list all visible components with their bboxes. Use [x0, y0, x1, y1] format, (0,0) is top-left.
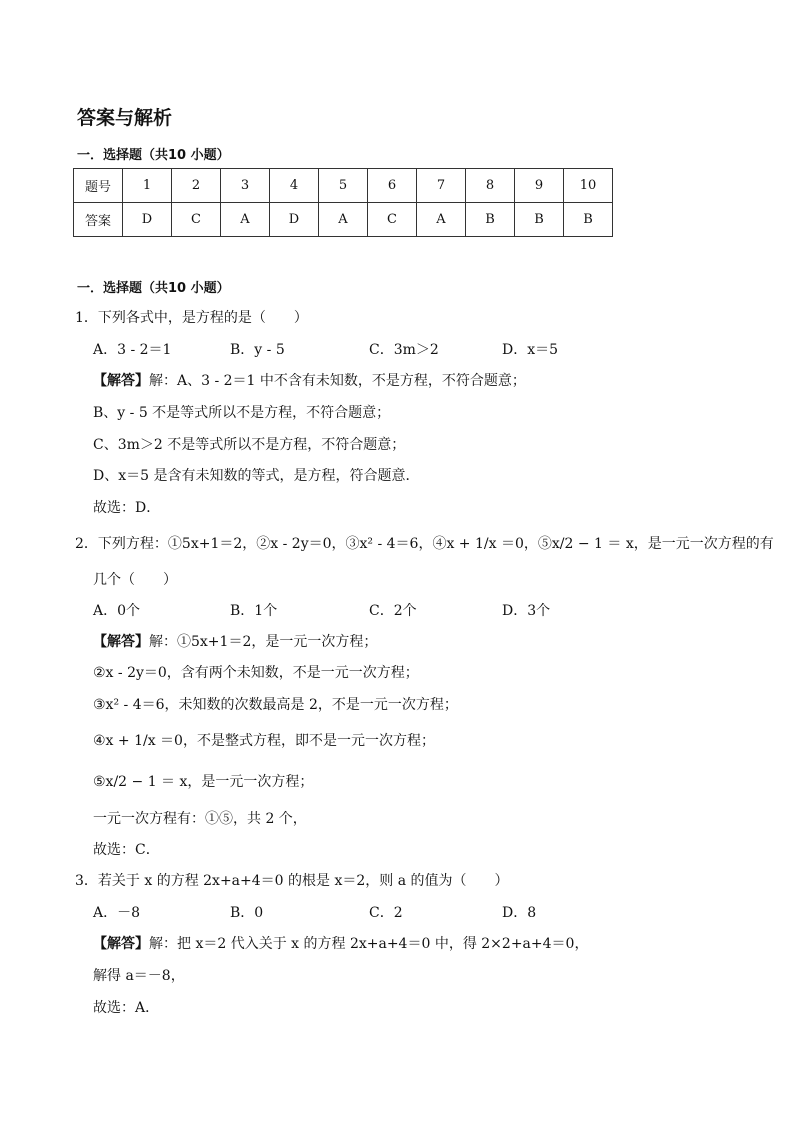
page-title: 答案与解析 — [77, 107, 173, 129]
row-label: 答案 — [74, 203, 123, 237]
table-cell: 3 — [221, 169, 270, 203]
q3-option-b: B．0 — [230, 905, 264, 921]
table-cell: B — [564, 203, 613, 237]
q2-option-a: A．0个 — [93, 603, 141, 619]
table-cell: D — [123, 203, 172, 237]
q1-solution-line-5: 故选：D． — [93, 500, 161, 516]
section-heading: 一．选择题（共10 小题） — [77, 148, 230, 163]
table-row-numbers — [74, 169, 613, 203]
q2-solution-line-3: ③x² - 4＝6，未知数的次数最高是 2，不是一元一次方程； — [93, 697, 458, 713]
answer-table — [73, 168, 613, 237]
table-cell: 9 — [515, 169, 564, 203]
table-cell: 8 — [466, 169, 515, 203]
q1-solution-line-2: B、y - 5 不是等式所以不是方程，不符合题意； — [93, 405, 391, 421]
q2-option-b: B．1个 — [230, 603, 278, 619]
q1-solution-line-4: D、x＝5 是含有未知数的等式，是方程，符合题意． — [93, 468, 420, 484]
q2-solution-line-4: ④x + 1/x ＝0，不是整式方程，即不是一元一次方程； — [93, 733, 435, 749]
q2-option-d: D．3个 — [502, 603, 551, 619]
table-cell: A — [417, 203, 466, 237]
question-2-stem: 2．下列方程：①5x+1＝2，②x - 2y＝0，③x² - 4＝6，④x + 1/x ＝0，⑤x/2 − 1 ＝ x，是一元一次方程的有 — [75, 536, 774, 552]
q2-solution-line-5: ⑤x/2 − 1 ＝ x，是一元一次方程； — [93, 774, 314, 790]
q3-option-d: D．8 — [502, 905, 537, 921]
q1-option-d: D．x＝5 — [502, 342, 559, 358]
q3-option-a: A．－8 — [93, 905, 141, 921]
q2-option-c: C．2个 — [369, 603, 417, 619]
table-cell: B — [466, 203, 515, 237]
table-cell: 10 — [564, 169, 613, 203]
table-cell: B — [515, 203, 564, 237]
table-cell: A — [319, 203, 368, 237]
table-cell: 1 — [123, 169, 172, 203]
table-row-answers — [74, 203, 613, 237]
row-label: 题号 — [74, 169, 123, 203]
q2-solution-line-1: 【解答】解：①5x+1＝2，是一元一次方程； — [93, 634, 378, 650]
answer-tag: 【解答】 — [93, 936, 149, 952]
q3-solution-line-1: 【解答】解：把 x＝2 代入关于 x 的方程 2x+a+4＝0 中，得 2×2+a+4＝0， — [93, 936, 589, 952]
table-cell: A — [221, 203, 270, 237]
table-cell: 5 — [319, 169, 368, 203]
question-3-stem: 3．若关于 x 的方程 2x+a+4＝0 的根是 x＝2，则 a 的值为（ ） — [75, 873, 509, 889]
question-2-stem-cont: 几个（ ） — [93, 572, 177, 588]
q1-solution-line-1: 【解答】解：A、3 - 2＝1 中不含有未知数，不是方程，不符合题意； — [93, 373, 526, 389]
table-cell: 4 — [270, 169, 319, 203]
answer-tag: 【解答】 — [93, 634, 149, 650]
table-cell: C — [172, 203, 221, 237]
table-cell: D — [270, 203, 319, 237]
q1-option-c: C．3m＞2 — [369, 342, 439, 358]
section-heading-2: 一．选择题（共10 小题） — [77, 281, 230, 296]
q3-option-c: C．2 — [369, 905, 403, 921]
question-1-stem: 1．下列各式中，是方程的是（ ） — [75, 310, 308, 326]
q1-option-a: A．3 - 2＝1 — [93, 342, 172, 358]
table-cell: 7 — [417, 169, 466, 203]
q2-solution-line-6: 一元一次方程有：①⑤，共 2 个， — [93, 811, 307, 827]
q3-solution-line-2: 解得 a＝－8， — [93, 968, 185, 984]
answer-tag: 【解答】 — [93, 373, 149, 389]
q2-solution-line-2: ②x - 2y＝0，含有两个未知数，不是一元一次方程； — [93, 665, 419, 681]
q3-solution-line-3: 故选：A． — [93, 1000, 160, 1016]
q1-solution-line-3: C、3m＞2 不是等式所以不是方程，不符合题意； — [93, 437, 406, 453]
q2-solution-line-7: 故选：C． — [93, 842, 160, 858]
table-cell: C — [368, 203, 417, 237]
q1-option-b: B．y - 5 — [230, 342, 285, 358]
table-cell: 2 — [172, 169, 221, 203]
table-cell: 6 — [368, 169, 417, 203]
